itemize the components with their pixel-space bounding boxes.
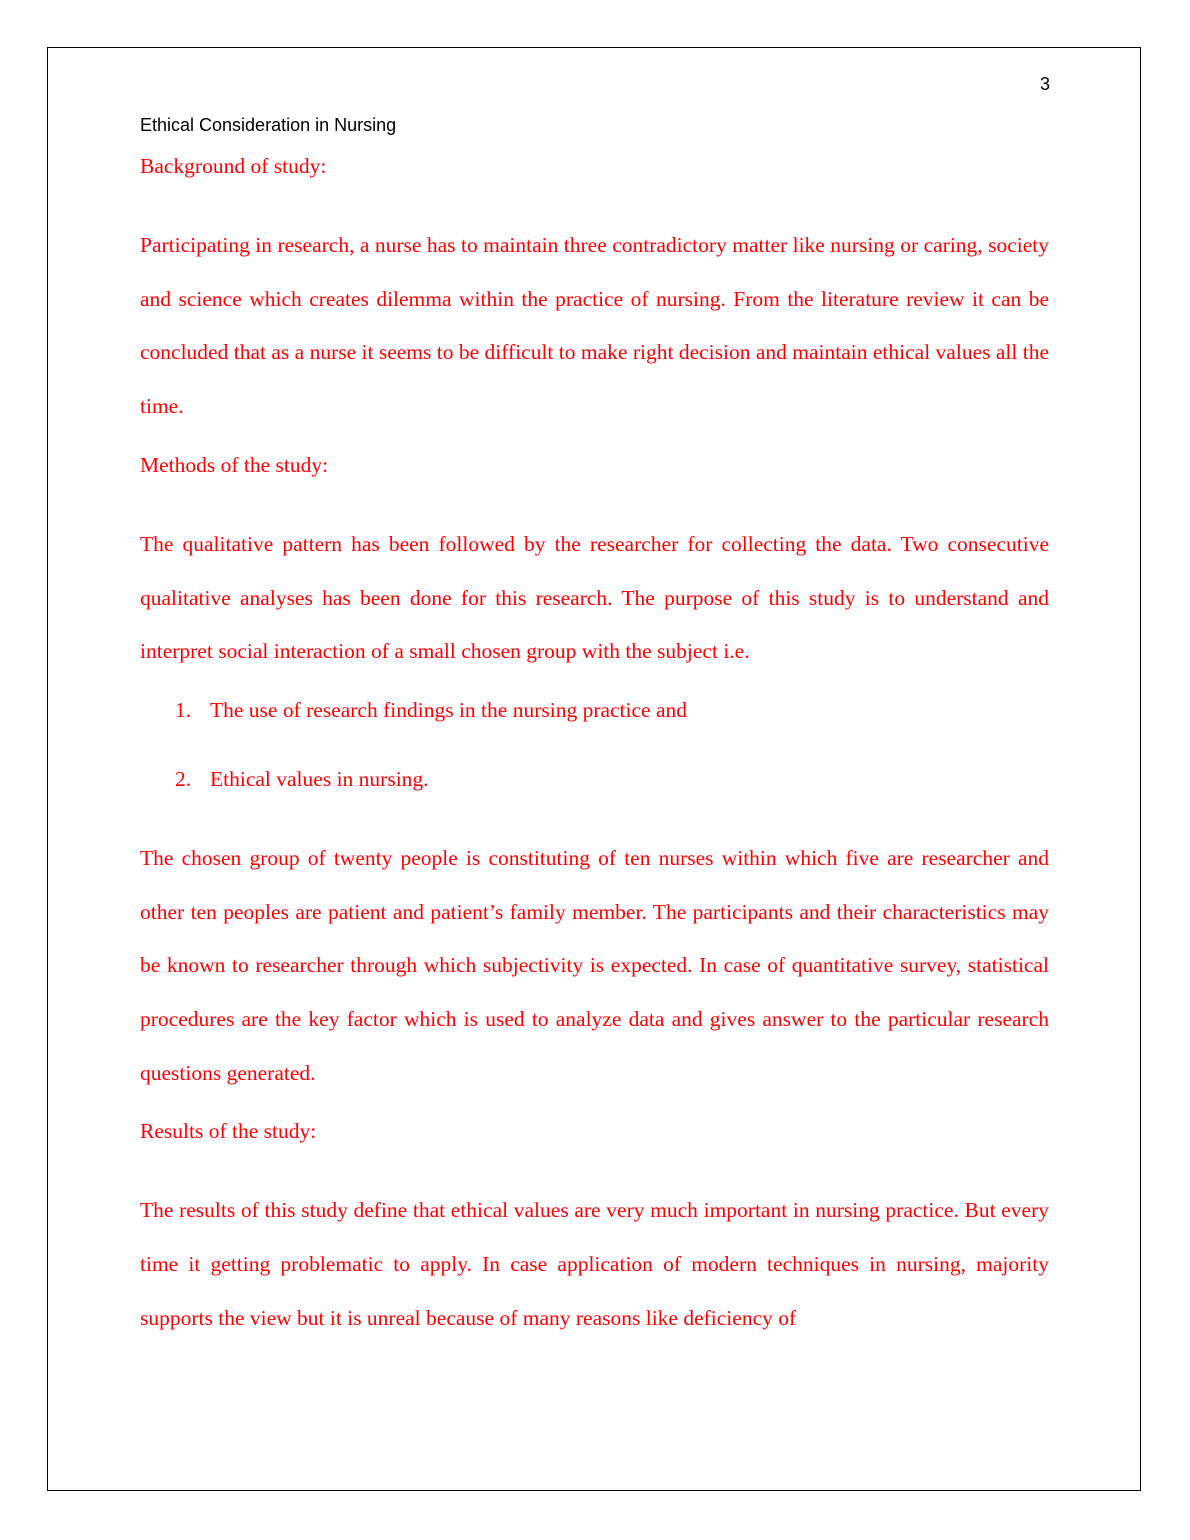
list-text: Ethical values in nursing. [210, 766, 429, 791]
list-number: 2. [175, 766, 192, 791]
list-item [140, 763, 1049, 832]
list-text: The use of research findings in the nursing practice and [210, 697, 688, 722]
results-heading: Results of the study: [140, 1119, 317, 1144]
results-paragraph: The results of this study define that ethical values are very much important in nursing practice. But every time it getting problematic to apply. In case application of modern techniques in nursing, majority supports the view but it is unreal because of many reasons like deficiency of [140, 1198, 1049, 1330]
group-paragraph: The chosen group of twenty people is constituting of ten nurses within which five are researcher and other ten peoples are patient and patient’s family member. The participants and their characteristics may be known to researcher through which subjectivity is expected. In case of quantitative survey, statistical procedures are the key factor which is used to analyze data and gives answer to the particular research questions generated. [140, 845, 1049, 1085]
page-number: 3 [1039, 74, 1050, 94]
list-number: 1. [175, 697, 192, 722]
methods-paragraph: The qualitative pattern has been followed by the researcher for collecting the data. Two consecutive qualitative analyses has been done for this research. The purpose of this study is to understand and interpret social interaction of a small chosen group with the subject i.e. [140, 531, 1049, 664]
background-paragraph: Participating in research, a nurse has to maintain three contradictory matter like nursing or caring, society and science which creates dilemma within the practice of nursing. From the literature review it can be concluded that as a nurse it seems to be difficult to make right decision and maintain ethical values all the time. [140, 233, 1049, 419]
document-body [140, 150, 1049, 1361]
background-heading: Background of study: [140, 154, 327, 178]
methods-heading: Methods of the study: [140, 452, 329, 477]
running-head: Ethical Consideration in Nursing [140, 115, 397, 135]
list-item [140, 694, 1049, 763]
